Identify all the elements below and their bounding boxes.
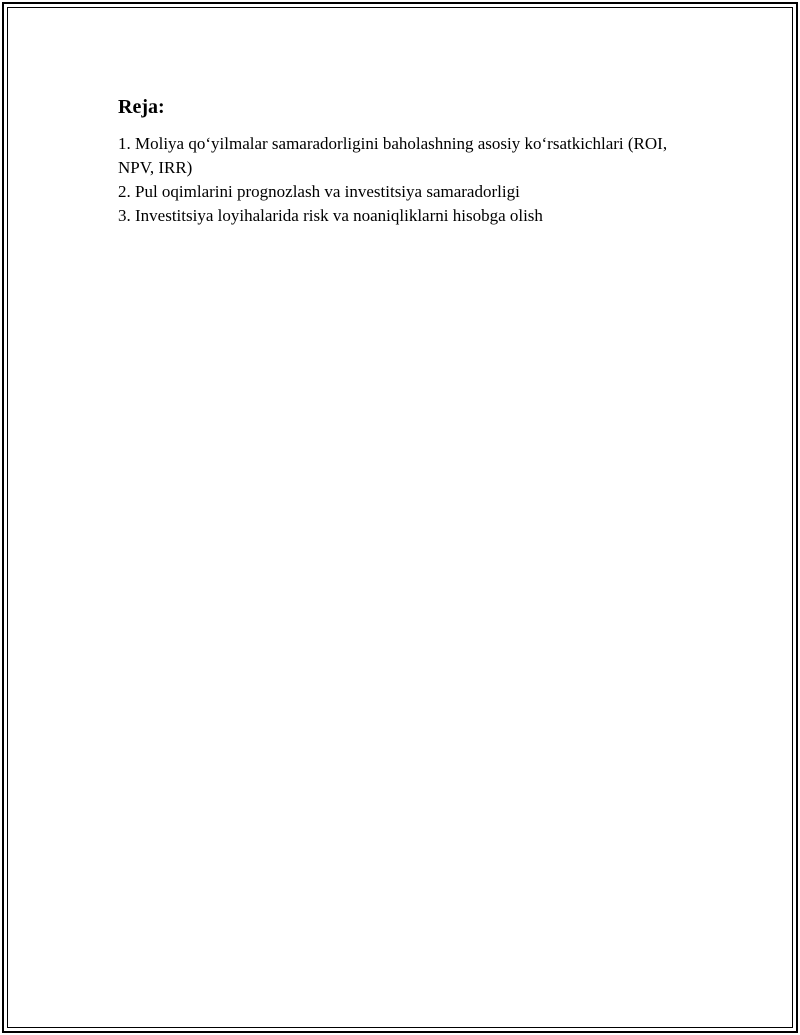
plan-item-1: 1. Moliya qo‘yilmalar samaradorligini baholashning asosiy ko‘rsatkichlari (ROI, NPV, IRR) xyxy=(118,134,668,177)
plan-heading: Reja: xyxy=(118,96,165,118)
plan-item-3: 3. Investitsiya loyihalarida risk va noaniqliklarni hisobga olish xyxy=(118,206,543,225)
page-content xyxy=(118,94,698,228)
plan-item-2: 2. Pul oqimlarini prognozlash va investitsiya samaradorligi xyxy=(118,182,520,201)
plan-list xyxy=(118,132,698,228)
